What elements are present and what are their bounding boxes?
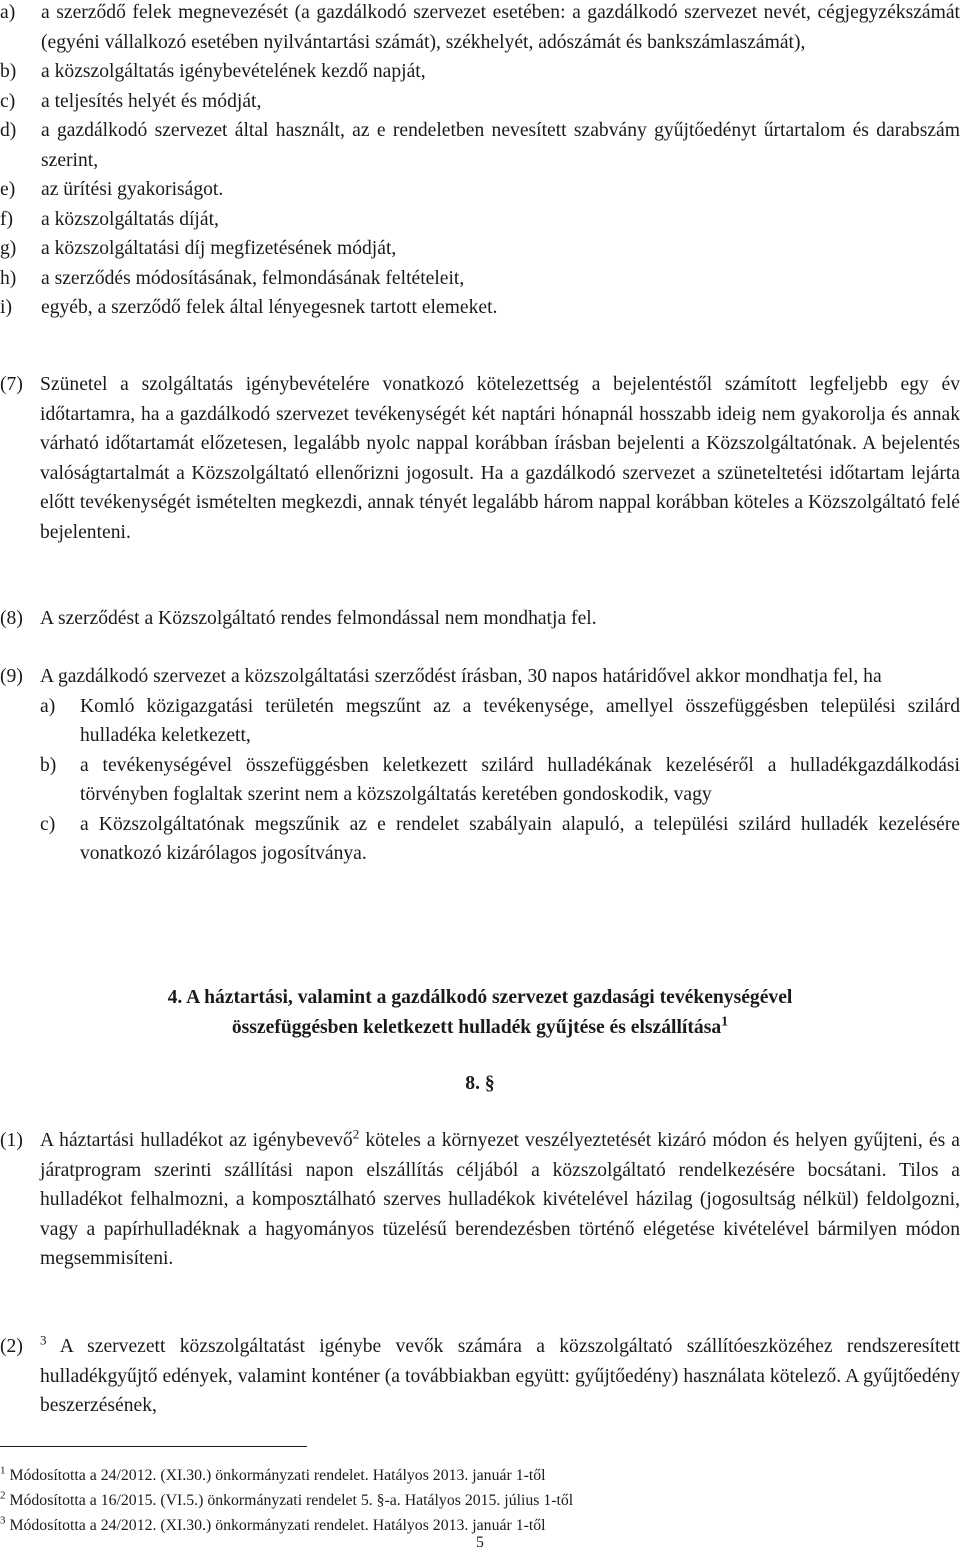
paragraph-text: A szerződést a Közszolgáltató rendes felmondással nem mondhatja fel. bbox=[40, 608, 597, 629]
list-marker: e) bbox=[0, 179, 16, 200]
list-marker: c) bbox=[0, 90, 16, 112]
list-item bbox=[0, 293, 960, 323]
section-number-text: 8. § bbox=[465, 1073, 495, 1094]
list-item-text: a közszolgáltatás díját, bbox=[41, 208, 219, 230]
list-item-text: Komló közigazgatási területén megszűnt az a tevékenysége, amellyel összefüggésben települési szilárd hulladéka keletkezett, bbox=[80, 695, 960, 746]
list-item-text: a tevékenységével összefüggésben keletkezett szilárd hulladékának kezeléséről a hulladékgazdálkodási törvényben foglaltak szerint nem a közszolgáltatás keretében gondoskodik, vagy bbox=[80, 754, 960, 805]
paragraph-text-rest: köteles a környezet veszélyeztetését kizáró módon és helyen gyűjteni, és a járatprogram szerinti szállítási napon elszállítás céljából a közszolgáltató rendelkezésére bocsátani. Tilos a hulladékot felhalmozni, a komposztálható szerves hulladékok kivételével házilag (jogosultság nélkül) feldolgozni, vagy a papírhulladéknak a hagyományos tüzelésű berendezésben történő elégetése kivételével bármilyen módon megsemmisíteni. bbox=[40, 1130, 960, 1269]
list-item-text: a teljesítés helyét és módját, bbox=[41, 90, 262, 112]
list-marker: d) bbox=[0, 120, 17, 141]
list-item-text: a közszolgáltatási díj megfizetésének módját, bbox=[41, 238, 397, 259]
footnote bbox=[0, 1488, 960, 1513]
section-paragraph-2 bbox=[0, 1332, 960, 1421]
paragraph-text: A gazdálkodó szervezet a közszolgáltatási szerződést írásban, 30 napos határidővel akkor mondhatja fel, ha bbox=[40, 666, 882, 687]
list-item-text: a gazdálkodó szervezet által használt, az e rendeletben nevesített szabvány gyűjtőedényt űrtartalom és darabszám szerint, bbox=[41, 120, 960, 171]
footnote-separator bbox=[0, 1446, 307, 1447]
chapter-heading-line-2-text: összefüggésben keletkezett hulladék gyűjtése és elszállítása bbox=[231, 1016, 722, 1038]
chapter-heading-line-1: 4. A háztartási, valamint a gazdálkodó szervezet gazdasági tevékenységével bbox=[167, 987, 793, 1008]
footnote-number: 1 bbox=[0, 1464, 6, 1477]
list-marker: a) bbox=[0, 2, 16, 23]
paragraph-number: (2) bbox=[0, 1336, 23, 1357]
footnote-ref[interactable]: 2 bbox=[352, 1126, 360, 1142]
list-item bbox=[40, 810, 960, 869]
list-marker: f) bbox=[0, 208, 14, 230]
list-marker: i) bbox=[0, 297, 12, 318]
list-item bbox=[40, 751, 960, 810]
list-item bbox=[0, 205, 960, 235]
paragraph-7 bbox=[0, 370, 960, 547]
section-paragraph-1 bbox=[0, 1126, 960, 1274]
list-item-text: a szerződő felek megnevezését (a gazdálkodó szervezet esetében: a gazdálkodó szervezet nevét, cégjegyzékszámát (egyéni vállalkozó esetében nyilvántartási számát), székhelyét, adószámát és bankszámlaszámát), bbox=[41, 2, 960, 53]
list-marker: a) bbox=[40, 695, 56, 717]
footnote-text: Módosította a 24/2012. (XI.30.) önkormányzati rendelet. Hatályos 2013. január 1-től bbox=[5, 1517, 546, 1534]
list-item bbox=[0, 87, 960, 117]
list-item-text: a szerződés módosításának, felmondásának feltételeit, bbox=[41, 267, 465, 289]
paragraph-text bbox=[40, 1126, 960, 1274]
section-number bbox=[0, 1069, 960, 1099]
list-item-text: egyéb, a szerződő felek által lényegesnek tartott elemeket. bbox=[41, 297, 498, 318]
list-marker: c) bbox=[40, 813, 56, 835]
list-item bbox=[0, 57, 960, 87]
list-item bbox=[0, 175, 960, 205]
paragraph-8 bbox=[0, 604, 960, 634]
list-marker: b) bbox=[0, 61, 17, 82]
chapter-heading-line-2 bbox=[0, 1013, 960, 1043]
list-item bbox=[0, 116, 960, 175]
footnote-number: 2 bbox=[0, 1489, 6, 1502]
list-marker: g) bbox=[0, 238, 17, 259]
paragraph-number: (1) bbox=[0, 1130, 23, 1151]
paragraph-number: (8) bbox=[0, 608, 23, 629]
footnote-text: Módosította a 24/2012. (XI.30.) önkormányzati rendelet. Hatályos 2013. január 1-től bbox=[5, 1467, 546, 1484]
footnote-ref[interactable]: 3 bbox=[40, 1332, 47, 1348]
paragraph-text: Szünetel a szolgáltatás igénybevételére vonatkozó kötelezettség a bejelentéstől számított legfeljebb egy év időtartamra, ha a gazdálkodó szervezet tevékenységét két naptári hónapnál hosszabb ideig nem gyakorolja és annak várható időtartamát előzetesen, legalább nyolc nappal korábban írásban bejelenti a Közszolgáltatónak. A bejelentés valóságtartalmát a Közszolgáltató ellenőrizni jogosult. Ha a gazdálkodó szervezet a szüneteltetési időtartam lejárta előtt tevékenységét ismételten megkezdi, annak tényét legalább három nappal korábban köteles a Közszolgáltató felé bejelenteni. bbox=[40, 374, 960, 543]
list-item-text: a közszolgáltatás igénybevételének kezdő napját, bbox=[41, 61, 426, 82]
list-item bbox=[0, 264, 960, 294]
paragraph-number: (7) bbox=[0, 374, 23, 395]
list-item bbox=[0, 0, 960, 57]
footnotes bbox=[0, 1463, 960, 1538]
termination-conditions-list bbox=[0, 692, 960, 869]
footnote bbox=[0, 1463, 960, 1488]
paragraph-9 bbox=[0, 662, 960, 869]
chapter-heading bbox=[0, 983, 960, 1042]
paragraph-text bbox=[40, 1332, 960, 1421]
list-item-text: az ürítési gyakoriságot. bbox=[41, 179, 224, 200]
list-marker: h) bbox=[0, 267, 17, 289]
footnote-text: Módosította a 16/2015. (VI.5.) önkormányzati rendelet 5. §-a. Hatályos 2015. július 1-től bbox=[5, 1492, 574, 1509]
paragraph-text-start: A háztartási hulladékot az igénybevevő bbox=[40, 1130, 353, 1151]
footnote-ref[interactable]: 1 bbox=[721, 1013, 729, 1029]
list-item bbox=[40, 692, 960, 751]
paragraph-text-rest: A szervezett közszolgáltatást igénybe vevők számára a közszolgáltató szállítóeszközéhez rendszeresített hulladékgyűjtő edények, valamint konténer (a továbbiakban együtt: gyűjtőedény) használata kötelező. A gyűjtőedény beszerzésének, bbox=[40, 1336, 960, 1416]
list-item bbox=[0, 234, 960, 264]
paragraph-number: (9) bbox=[0, 666, 23, 687]
list-item-text: a Közszolgáltatónak megszűnik az e rendelet szabályain alapuló, a települési szilárd hulladék kezelésére vonatkozó kizárólagos jogosítványa. bbox=[80, 813, 960, 864]
page-number: 5 bbox=[476, 1534, 484, 1551]
list-marker: b) bbox=[40, 754, 57, 776]
footnote-number: 3 bbox=[0, 1514, 6, 1527]
contract-elements-list bbox=[0, 0, 960, 323]
